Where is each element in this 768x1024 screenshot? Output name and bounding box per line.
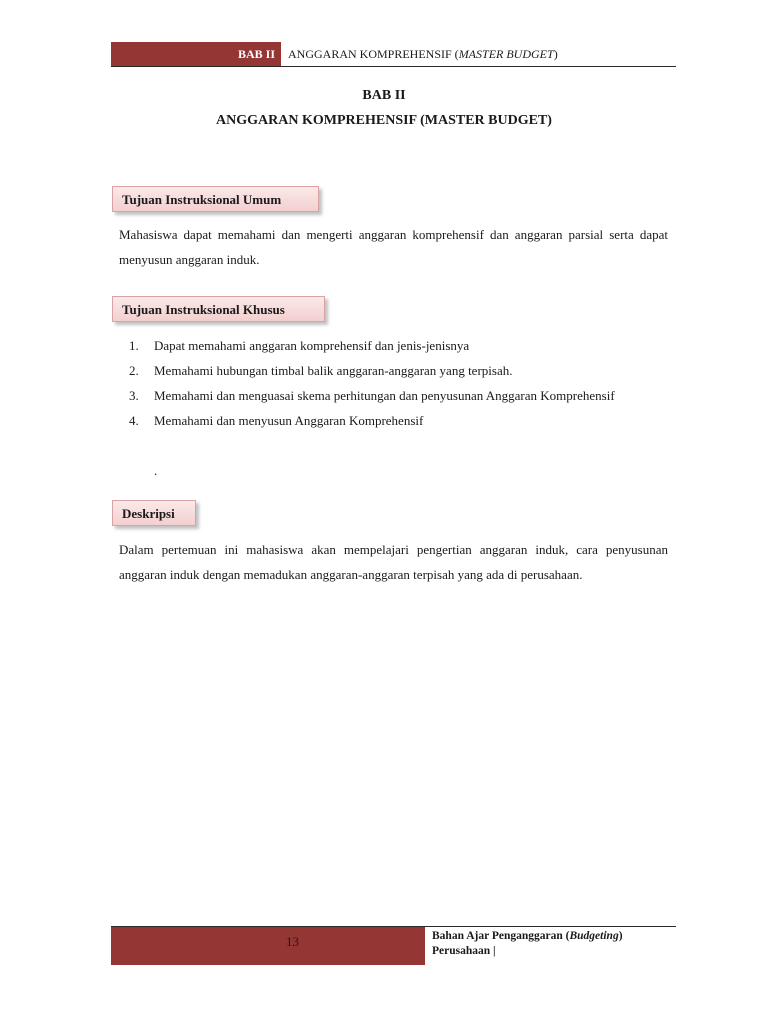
description-text: Dalam pertemuan ini mahasiswa akan mempelajari pengertian anggaran induk, cara penyusunan anggaran induk dengan memadukan anggaran-anggaran terpisah yang ada di perusahaan. bbox=[119, 542, 668, 582]
list-item bbox=[119, 408, 668, 433]
page-header bbox=[111, 42, 676, 67]
list-item bbox=[119, 358, 668, 383]
page-number: 13 bbox=[286, 934, 299, 949]
list-item-number: 2. bbox=[129, 363, 139, 378]
header-title-suffix: ) bbox=[553, 47, 558, 61]
footer-line-2: Perusahaan | bbox=[432, 945, 496, 957]
list-item bbox=[119, 333, 668, 358]
chapter-title: ANGGARAN KOMPREHENSIF (MASTER BUDGET) bbox=[216, 113, 552, 128]
footer-line-1 bbox=[432, 929, 676, 944]
chapter-number: BAB II bbox=[362, 88, 406, 103]
list-item-text: Dapat memahami anggaran komprehensif dan jenis-jenisnya bbox=[154, 338, 470, 353]
footer-line1-prefix: Bahan Ajar Penganggaran ( bbox=[432, 930, 570, 942]
footer-book-title bbox=[432, 929, 676, 959]
footer-line1-suffix: ) bbox=[618, 930, 623, 942]
list-item-number: 4. bbox=[129, 413, 139, 428]
list-item-text: Memahami dan menguasai skema perhitungan dan penyusunan Anggaran Komprehensif bbox=[154, 388, 615, 403]
page-footer bbox=[111, 926, 676, 965]
section-label-general: Tujuan Instruksional Umum bbox=[112, 186, 319, 212]
list-item-number: 3. bbox=[129, 388, 139, 403]
list-trailing-dot: . bbox=[154, 463, 158, 478]
header-title bbox=[288, 42, 558, 66]
header-chapter: BAB II bbox=[237, 47, 275, 61]
section-label-specific: Tujuan Instruksional Khusus bbox=[112, 296, 325, 322]
list-item-text: Memahami dan menyusun Anggaran Komprehensif bbox=[154, 413, 424, 428]
footer-line1-italic: Budgeting bbox=[569, 930, 619, 942]
list-item bbox=[119, 383, 668, 408]
section-label-description: Deskripsi bbox=[112, 500, 196, 526]
header-title-italic: MASTER BUDGET bbox=[458, 47, 554, 61]
list-item-number: 1. bbox=[129, 338, 139, 353]
general-objective-text: Mahasiswa dapat memahami dan mengerti anggaran komprehensif dan anggaran parsial serta dapat menyusun anggaran induk. bbox=[119, 227, 668, 267]
header-chapter-bar bbox=[111, 42, 281, 66]
list-item-text: Memahami hubungan timbal balik anggaran-anggaran yang terpisah. bbox=[154, 363, 513, 378]
header-title-prefix: ANGGARAN KOMPREHENSIF ( bbox=[288, 47, 459, 61]
specific-objectives-list bbox=[119, 333, 668, 433]
